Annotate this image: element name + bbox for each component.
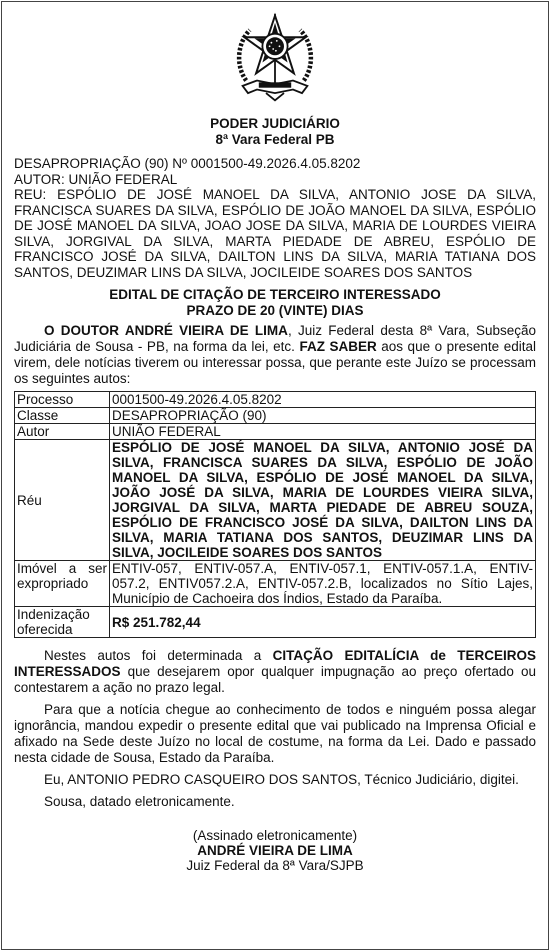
edital-title-line1: EDITAL DE CITAÇÃO DE TERCEIRO INTERESSADO [109, 287, 441, 302]
signature-name: ANDRÉ VIEIRA DE LIMA [197, 843, 353, 858]
table-value: 0001500-49.2026.4.05.8202 [110, 392, 536, 408]
edital-page [1, 1, 549, 950]
faz-saber: FAZ SABER [299, 339, 377, 354]
table-value: ESPÓLIO DE JOSÉ MANOEL DA SILVA, ANTONIO JOSÉ DA SILVA, FRANCISCA SUARES DA SILVA, ESPÓLIO DE JOÃO MANOEL DA SILVA, ESPÓLIO DE JOSÉ MANOEL DA SILVA, JOÃO JOSÉ DA SILVA, MARIA DE LOURDES VIEIRA SILVA, JORGIVAL DA SILVA, MARTA PIEDADE DE ABREU SOUZA, ESPÓLIO DE FRANCISCO JOSÉ DA SILVA, DAILTON LINS DA SILVA, MARIA TATIANA DOS SANTOS, DEUZIMAR LINS DA SILVA, JOCILEIDE SOARES DOS SANTOS [110, 440, 536, 561]
edital-title-line2: PRAZO DE 20 (VINTE) DIAS [186, 303, 364, 318]
case-process: DESAPROPRIAÇÃO (90) Nº 0001500-49.2026.4.05.8202 [14, 156, 361, 171]
table-key: Indenização oferecida [15, 607, 110, 638]
table-row [15, 392, 536, 408]
case-table [14, 391, 536, 638]
table-key: Processo [15, 392, 110, 408]
table-value: R$ 251.782,44 [110, 607, 536, 638]
intro-text-2: aos que o presente edital virem, dele notícias tiverem ou interessar possa, que perante este Juízo se processam os seguintes autos: [14, 339, 536, 386]
paragraph-publicacao: Para que a notícia chegue ao conhecimento de todos e ninguém possa alegar ignorância, mandou expedir o presente edital que vai publicado na Imprensa Oficial e afixado na Sede deste Juízo no local de costume, na forma da Lei. Dado e passado nesta cidade de Sousa, Estado da Paraíba. [14, 702, 536, 765]
case-summary [14, 156, 536, 280]
table-value: ENTIV-057, ENTIV-057.A, ENTIV-057.1, ENTIV-057.1.A, ENTIV-057.2, ENTIV057.2.A, ENTIV-057.2.B, localizados no Sítio Lajes, Município de Cachoeira dos Índios, Estado da Paraíba. [110, 561, 536, 607]
table-value: DESAPROPRIAÇÃO (90) [110, 408, 536, 424]
table-row [15, 607, 536, 638]
table-row [15, 561, 536, 607]
table-row [15, 408, 536, 424]
p1-b: CITAÇÃO EDITALÍCIA de TERCEIROS INTERESSADOS [14, 648, 536, 679]
paragraph-citacao [14, 648, 536, 696]
table-key: Autor [15, 424, 110, 440]
case-defendants: REU: ESPÓLIO DE JOSÉ MANOEL DA SILVA, ANTONIO JOSE DA SILVA, FRANCISCA SUARES DA SILVA, ESPÓLIO DE JOÃO MANOEL DA SILVA, ESPÓLIO DE JOSÉ MANOEL DA SILVA, JOAO JOSE DA SILVA, MARIA DE LOURDES VIEIRA SILVA, JORGIVAL DA SILVA, MARTA PIEDADE DE ABREU, ESPÓLIO DE FRANCISCO JOSÉ DA SILVA, DAILTON LINS DA SILVA, MARIA TATIANA DOS SANTOS, DEUZIMAR LINS DA SILVA, JOCILEIDE SOARES DOS SANTOS [14, 187, 536, 280]
p1-c: que desejarem opor qualquer impugnação ao preço ofertado ou contestarem a ação no prazo legal. [14, 664, 536, 695]
signature-role: Juiz Federal da 8ª Vara/SJPB [186, 858, 364, 873]
intro-text-1: , Juiz Federal desta 8ª Vara, Subseção Judiciária de Sousa - PB, na forma da lei, etc. [14, 323, 537, 354]
brazil-coat-of-arms-icon [230, 10, 320, 106]
p1-a: Nestes autos foi determinada a [44, 648, 273, 663]
table-row [15, 440, 536, 561]
table-key: Imóvel a ser expropriado [15, 561, 110, 607]
table-key: Réu [15, 440, 110, 561]
judge-name: O DOUTOR ANDRÉ VIEIRA DE LIMA [44, 323, 288, 338]
table-row [15, 424, 536, 440]
header-vara: 8ª Vara Federal PB [215, 132, 335, 147]
edital-title [14, 287, 536, 319]
signature-block [14, 828, 536, 873]
header-court: PODER JUDICIÁRIO [210, 116, 340, 131]
signature-note: (Assinado eletronicamente) [192, 828, 358, 843]
intro-paragraph [14, 323, 536, 387]
table-value: UNIÃO FEDERAL [110, 424, 536, 440]
paragraph-data: Sousa, datado eletronicamente. [44, 794, 235, 809]
table-key: Classe [15, 408, 110, 424]
paragraph-digitei: Eu, ANTONIO PEDRO CASQUEIRO DOS SANTOS, Técnico Judiciário, digitei. [44, 772, 519, 787]
case-author: AUTOR: UNIÃO FEDERAL [14, 171, 178, 187]
